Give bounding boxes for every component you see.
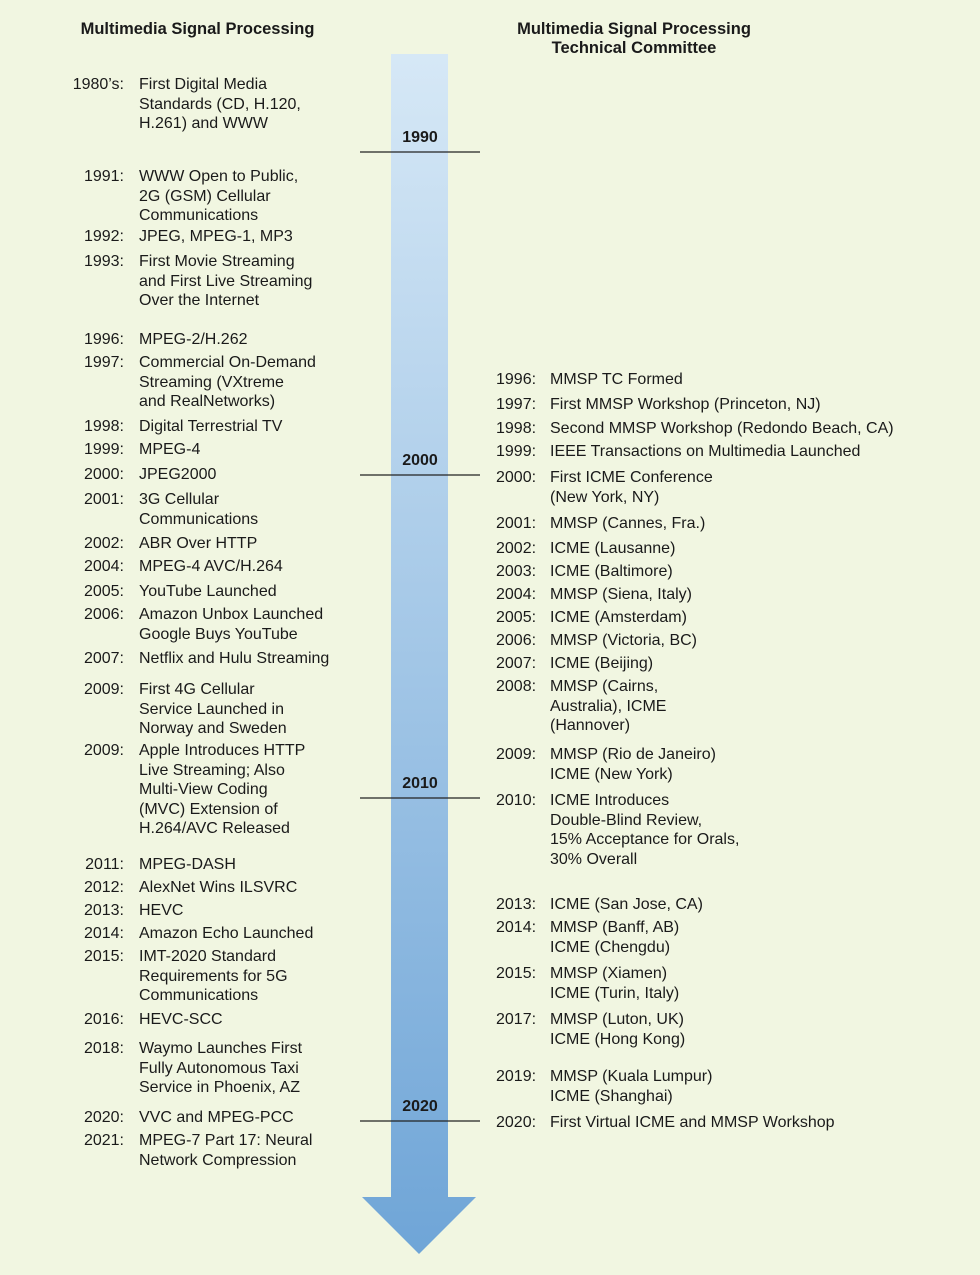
entry-text: VVC and MPEG-PCC <box>139 1109 294 1126</box>
entry-year: 1996: <box>496 371 537 388</box>
entry-text: Apple Introduces HTTP Live Streaming; Also Multi-View Coding (MVC) Extension of H.264/AVC Released <box>139 742 306 837</box>
entry-year: 2000: <box>83 466 124 483</box>
entry-year: 2015: <box>83 948 124 965</box>
entry-text: MMSP (Cairns, Australia), ICME (Hannover) <box>550 678 667 734</box>
entry-text: First Virtual ICME and MMSP Workshop <box>550 1114 835 1131</box>
entry-text: Waymo Launches First Fully Autonomous Taxi Service in Phoenix, AZ <box>139 1040 303 1096</box>
entry-year: 2005: <box>83 583 124 600</box>
entry-year: 2002: <box>496 540 537 557</box>
entry-text: ICME (Amsterdam) <box>550 609 687 626</box>
entry-text: HEVC <box>139 902 184 919</box>
entry-year: 2018: <box>83 1040 124 1057</box>
entry-text: MPEG-7 Part 17: Neural Network Compression <box>139 1132 313 1169</box>
entry-year: 1991: <box>83 168 124 185</box>
entry-text: MMSP TC Formed <box>550 371 683 388</box>
entry-year: 2000: <box>496 469 537 486</box>
entry-text: MMSP (Banff, AB) ICME (Chengdu) <box>550 919 680 956</box>
entry-text: ABR Over HTTP <box>139 535 258 552</box>
entry-year: 2009: <box>83 742 124 759</box>
entry-text: MMSP (Victoria, BC) <box>550 632 697 649</box>
entry-text: Netflix and Hulu Streaming <box>139 650 330 667</box>
entry-text: MMSP (Kuala Lumpur) ICME (Shanghai) <box>550 1068 713 1105</box>
entry-year: 1997: <box>83 354 124 371</box>
entry-year: 1998: <box>496 420 537 437</box>
entry-year: 2011: <box>85 856 124 873</box>
entry-text: MMSP (Luton, UK) ICME (Hong Kong) <box>550 1011 686 1048</box>
entry-year: 2013: <box>83 902 124 919</box>
left-column-title: Multimedia Signal Processing <box>80 20 315 38</box>
entry-year: 1996: <box>83 331 124 348</box>
entry-text: MPEG-4 AVC/H.264 <box>139 558 283 575</box>
entry-year: 2001: <box>496 515 537 532</box>
entry-year: 1992: <box>83 228 124 245</box>
entry-year: 2019: <box>496 1068 537 1085</box>
entry-text: JPEG, MPEG-1, MP3 <box>139 228 293 245</box>
entry-year: 2013: <box>496 896 537 913</box>
entry-text: Amazon Unbox Launched Google Buys YouTube <box>139 606 324 643</box>
entry-year: 2015: <box>496 965 537 982</box>
entry-year: 1997: <box>496 396 537 413</box>
entry-text: MPEG-4 <box>139 441 201 458</box>
entry-year: 2014: <box>496 919 537 936</box>
entry-text: IMT-2020 Standard Requirements for 5G Communications <box>139 948 288 1004</box>
entry-text: HEVC-SCC <box>139 1011 223 1028</box>
entry-year: 2009: <box>83 681 124 698</box>
entry-text: First Movie Streaming and First Live Streaming Over the Internet <box>139 253 313 309</box>
entry-year: 2006: <box>496 632 537 649</box>
entry-text: YouTube Launched <box>139 583 277 600</box>
entry-year: 2007: <box>83 650 124 667</box>
entry-text: ICME Introduces Double-Blind Review, 15% Acceptance for Orals, 30% Overall <box>550 792 740 868</box>
decade-label: 2000 <box>402 452 438 469</box>
entry-year: 1999: <box>83 441 124 458</box>
entry-text: Commercial On-Demand Streaming (VXtreme and RealNetworks) <box>139 354 316 410</box>
entry-year: 2010: <box>496 792 537 809</box>
entry-year: 1998: <box>83 418 124 435</box>
decade-label: 2010 <box>402 775 438 792</box>
entry-year: 2004: <box>496 586 537 603</box>
entry-year: 1999: <box>496 443 537 460</box>
entry-year: 2009: <box>496 746 537 763</box>
entry-text: MMSP (Cannes, Fra.) <box>550 515 706 532</box>
entry-text: IEEE Transactions on Multimedia Launched <box>550 443 861 460</box>
entry-text: ICME (Beijing) <box>550 655 654 672</box>
entry-text: MMSP (Rio de Janeiro) ICME (New York) <box>550 746 716 783</box>
entry-year: 2014: <box>83 925 124 942</box>
entry-text: AlexNet Wins ILSVRC <box>139 879 298 896</box>
entry-text: Amazon Echo Launched <box>139 925 314 942</box>
entry-text: Second MMSP Workshop (Redondo Beach, CA) <box>550 420 894 437</box>
entry-year: 2008: <box>496 678 537 695</box>
entry-text: ICME (Lausanne) <box>550 540 676 557</box>
entry-text: MMSP (Siena, Italy) <box>550 586 692 603</box>
entry-text: Digital Terrestrial TV <box>139 418 283 435</box>
entry-year: 2021: <box>83 1132 124 1149</box>
entry-year: 2017: <box>496 1011 537 1028</box>
entry-year: 2005: <box>496 609 537 626</box>
entry-year: 2012: <box>83 879 124 896</box>
right-column-title: Multimedia Signal Processing Technical Committee <box>517 20 751 57</box>
entry-text: WWW Open to Public, 2G (GSM) Cellular Communications <box>139 168 299 224</box>
entry-year: 2020: <box>83 1109 124 1126</box>
entry-text: MMSP (Xiamen) ICME (Turin, Italy) <box>550 965 680 1002</box>
entry-text: 3G Cellular Communications <box>139 491 259 528</box>
entry-text: MPEG-DASH <box>139 856 236 873</box>
decade-label: 1990 <box>402 129 438 146</box>
entry-year: 2001: <box>83 491 124 508</box>
entry-year: 2003: <box>496 563 537 580</box>
entry-text: MPEG-2/H.262 <box>139 331 248 348</box>
entry-text: First MMSP Workshop (Princeton, NJ) <box>550 396 821 413</box>
entry-year: 2007: <box>496 655 537 672</box>
entry-text: First 4G Cellular Service Launched in Norway and Sweden <box>139 681 287 737</box>
entry-text: First ICME Conference (New York, NY) <box>550 469 713 506</box>
entry-text: First Digital Media Standards (CD, H.120, H.261) and WWW <box>139 76 301 132</box>
entry-text: ICME (Baltimore) <box>550 563 673 580</box>
decade-label: 2020 <box>402 1098 438 1115</box>
entry-year: 2002: <box>83 535 124 552</box>
timeline-arrow-shape <box>362 54 476 1254</box>
entry-year: 2006: <box>83 606 124 623</box>
entry-text: ICME (San Jose, CA) <box>550 896 703 913</box>
entry-text: JPEG2000 <box>139 466 217 483</box>
entry-year: 1993: <box>83 253 124 270</box>
entry-year: 1980’s: <box>72 76 124 93</box>
entry-year: 2016: <box>83 1011 124 1028</box>
entry-year: 2020: <box>496 1114 537 1131</box>
entry-year: 2004: <box>83 558 124 575</box>
